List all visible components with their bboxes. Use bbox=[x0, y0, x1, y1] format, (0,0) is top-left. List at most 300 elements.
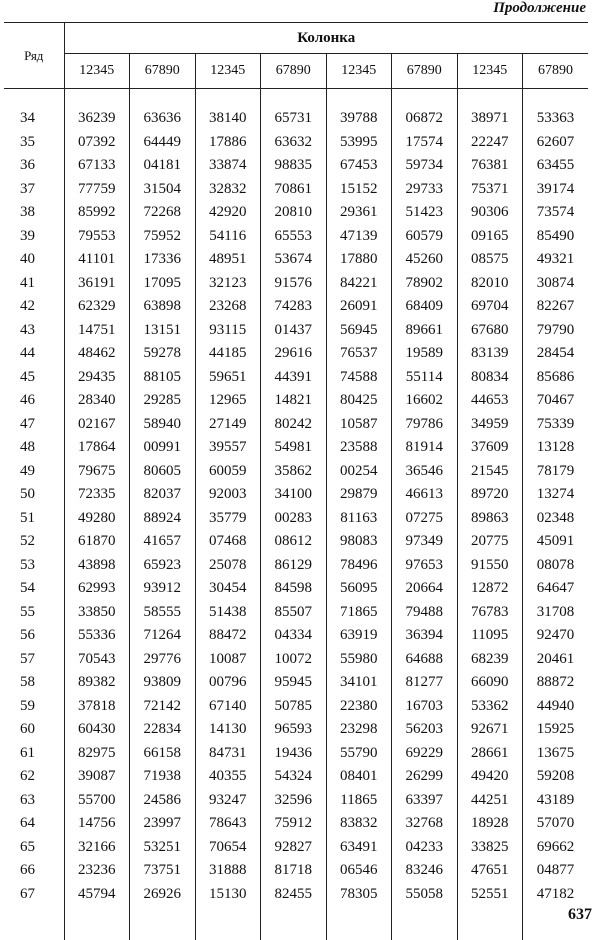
table-cell: 83832 bbox=[326, 812, 392, 836]
table-cell: 44391 bbox=[261, 366, 327, 390]
row-number: 58 bbox=[4, 671, 64, 695]
table-row bbox=[4, 178, 588, 202]
table-cell: 73751 bbox=[130, 859, 196, 883]
table-row bbox=[4, 131, 588, 155]
table-cell: 55790 bbox=[326, 742, 392, 766]
row-number: 55 bbox=[4, 601, 64, 625]
table-cell: 63455 bbox=[536, 157, 575, 174]
table-cell: 92470 bbox=[536, 627, 575, 644]
table-cell: 92671 bbox=[457, 718, 523, 742]
column-header: 12345 bbox=[326, 54, 392, 89]
table-cell: 64647 bbox=[536, 580, 575, 597]
table-cell: 69704 bbox=[457, 295, 523, 319]
column-header: 67890 bbox=[261, 54, 327, 89]
table-cell: 39788 bbox=[326, 89, 392, 131]
column-header: 67890 bbox=[392, 54, 458, 89]
table-cell: 98835 bbox=[261, 154, 327, 178]
table-cell: 20664 bbox=[392, 577, 458, 601]
table-cell: 50785 bbox=[261, 695, 327, 719]
table-cell: 93247 bbox=[195, 789, 261, 813]
table-cell: 28454 bbox=[536, 345, 575, 362]
table-cell: 17864 bbox=[64, 436, 130, 460]
table-cell: 31888 bbox=[195, 859, 261, 883]
row-number: 56 bbox=[4, 624, 64, 648]
row-number: 36 bbox=[4, 154, 64, 178]
table-cell: 62607 bbox=[536, 133, 575, 150]
table-cell: 75912 bbox=[261, 812, 327, 836]
table-cell: 17095 bbox=[130, 272, 196, 296]
table-cell: 93912 bbox=[130, 577, 196, 601]
table-cell: 26926 bbox=[130, 883, 196, 907]
table-cell: 11095 bbox=[457, 624, 523, 648]
table-cell: 48951 bbox=[195, 248, 261, 272]
table-cell: 93115 bbox=[195, 319, 261, 343]
table-cell: 31708 bbox=[536, 603, 575, 620]
table-cell: 76783 bbox=[457, 601, 523, 625]
table-row bbox=[4, 530, 588, 554]
row-number: 64 bbox=[4, 812, 64, 836]
table-row bbox=[4, 201, 588, 225]
row-number: 42 bbox=[4, 295, 64, 319]
table-cell: 72335 bbox=[64, 483, 130, 507]
table-cell: 13274 bbox=[536, 486, 575, 503]
table-cell: 65553 bbox=[261, 225, 327, 249]
table-row bbox=[4, 765, 588, 789]
table-cell: 63397 bbox=[392, 789, 458, 813]
table-row bbox=[4, 272, 588, 296]
table-row bbox=[4, 507, 588, 531]
table-cell: 84221 bbox=[326, 272, 392, 296]
table-cell: 60430 bbox=[64, 718, 130, 742]
table-cell: 51423 bbox=[392, 201, 458, 225]
row-number: 45 bbox=[4, 366, 64, 390]
table-cell: 58555 bbox=[130, 601, 196, 625]
table-cell: 80605 bbox=[130, 460, 196, 484]
table-cell: 43898 bbox=[64, 554, 130, 578]
table-cell: 47651 bbox=[457, 859, 523, 883]
table-cell: 13675 bbox=[536, 744, 575, 761]
table-cell: 79553 bbox=[64, 225, 130, 249]
table-cell: 79675 bbox=[64, 460, 130, 484]
table-cell: 79790 bbox=[536, 321, 575, 338]
table-cell: 95945 bbox=[261, 671, 327, 695]
table-cell: 58940 bbox=[130, 413, 196, 437]
table-cell: 16703 bbox=[392, 695, 458, 719]
table-cell: 89863 bbox=[457, 507, 523, 531]
table-cell: 61870 bbox=[64, 530, 130, 554]
table-cell: 30874 bbox=[536, 274, 575, 291]
table-cell: 54116 bbox=[195, 225, 261, 249]
table-cell: 34100 bbox=[261, 483, 327, 507]
table-cell: 93809 bbox=[130, 671, 196, 695]
table-row bbox=[4, 436, 588, 460]
table-cell: 39174 bbox=[536, 180, 575, 197]
row-number: 66 bbox=[4, 859, 64, 883]
table-cell: 49420 bbox=[457, 765, 523, 789]
table-cell: 49280 bbox=[64, 507, 130, 531]
table-cell: 69229 bbox=[392, 742, 458, 766]
table-cell: 24586 bbox=[130, 789, 196, 813]
table-cell: 78643 bbox=[195, 812, 261, 836]
table-cell: 18928 bbox=[457, 812, 523, 836]
table-cell: 71264 bbox=[130, 624, 196, 648]
table-cell: 68239 bbox=[457, 648, 523, 672]
table-cell: 49321 bbox=[536, 251, 575, 268]
table-cell: 70467 bbox=[536, 392, 575, 409]
table-cell: 89720 bbox=[457, 483, 523, 507]
table-cell: 92827 bbox=[261, 836, 327, 860]
table-cell: 33850 bbox=[64, 601, 130, 625]
row-number: 35 bbox=[4, 131, 64, 155]
table-cell: 07392 bbox=[64, 131, 130, 155]
row-number: 52 bbox=[4, 530, 64, 554]
table-row bbox=[4, 366, 588, 390]
table-cell: 88872 bbox=[536, 674, 575, 691]
table-cell: 80242 bbox=[261, 413, 327, 437]
row-number: 50 bbox=[4, 483, 64, 507]
table-cell: 45091 bbox=[536, 533, 575, 550]
table-cell: 08575 bbox=[457, 248, 523, 272]
table-cell: 14751 bbox=[64, 319, 130, 343]
table-cell: 35862 bbox=[261, 460, 327, 484]
table-cell: 06872 bbox=[392, 89, 458, 131]
table-cell: 34101 bbox=[326, 671, 392, 695]
table-cell: 29733 bbox=[392, 178, 458, 202]
table-cell: 19589 bbox=[392, 342, 458, 366]
table-cell: 12965 bbox=[195, 389, 261, 413]
table-row bbox=[4, 295, 588, 319]
table-row bbox=[4, 89, 588, 131]
table-cell: 25078 bbox=[195, 554, 261, 578]
table-cell: 96593 bbox=[261, 718, 327, 742]
table-row bbox=[4, 624, 588, 648]
row-number: 53 bbox=[4, 554, 64, 578]
table-cell: 39087 bbox=[64, 765, 130, 789]
table-cell: 17886 bbox=[195, 131, 261, 155]
table-cell: 85992 bbox=[64, 201, 130, 225]
table-cell: 55980 bbox=[326, 648, 392, 672]
table-cell: 28340 bbox=[64, 389, 130, 413]
table-cell: 29616 bbox=[261, 342, 327, 366]
table-cell: 15925 bbox=[536, 721, 575, 738]
row-number: 57 bbox=[4, 648, 64, 672]
table-cell: 44251 bbox=[457, 789, 523, 813]
table-cell: 08401 bbox=[326, 765, 392, 789]
table-cell: 82975 bbox=[64, 742, 130, 766]
table-cell: 53363 bbox=[536, 110, 575, 127]
table-cell: 26299 bbox=[392, 765, 458, 789]
table-cell: 22247 bbox=[457, 131, 523, 155]
table-row bbox=[4, 225, 588, 249]
table-cell: 53251 bbox=[130, 836, 196, 860]
table-cell: 52551 bbox=[457, 883, 523, 907]
row-number: 40 bbox=[4, 248, 64, 272]
table-cell: 63898 bbox=[130, 295, 196, 319]
table-cell: 14821 bbox=[261, 389, 327, 413]
column-header: 67890 bbox=[523, 54, 589, 89]
table-cell: 08078 bbox=[536, 556, 575, 573]
table-cell: 38140 bbox=[195, 89, 261, 131]
table-cell: 77759 bbox=[64, 178, 130, 202]
table-cell: 76381 bbox=[457, 154, 523, 178]
row-number: 48 bbox=[4, 436, 64, 460]
table-cell: 64449 bbox=[130, 131, 196, 155]
table-cell: 55058 bbox=[392, 883, 458, 907]
table-cell: 23588 bbox=[326, 436, 392, 460]
table-row bbox=[4, 859, 588, 883]
table-cell: 46613 bbox=[392, 483, 458, 507]
row-number: 63 bbox=[4, 789, 64, 813]
table-cell: 10587 bbox=[326, 413, 392, 437]
row-number: 49 bbox=[4, 460, 64, 484]
table-cell: 04233 bbox=[392, 836, 458, 860]
table-cell: 47182 bbox=[536, 885, 575, 902]
table-cell: 48462 bbox=[64, 342, 130, 366]
table-cell: 15130 bbox=[195, 883, 261, 907]
table-cell: 62993 bbox=[64, 577, 130, 601]
table-cell: 97349 bbox=[392, 530, 458, 554]
table-cell: 36546 bbox=[392, 460, 458, 484]
table-cell: 80425 bbox=[326, 389, 392, 413]
table-cell: 91550 bbox=[457, 554, 523, 578]
table-cell: 37818 bbox=[64, 695, 130, 719]
table-cell: 78902 bbox=[392, 272, 458, 296]
column-header: 67890 bbox=[130, 54, 196, 89]
table-cell: 33825 bbox=[457, 836, 523, 860]
table-cell: 29776 bbox=[130, 648, 196, 672]
table-cell: 51438 bbox=[195, 601, 261, 625]
table-cell: 39557 bbox=[195, 436, 261, 460]
table-cell: 36239 bbox=[64, 89, 130, 131]
table-row bbox=[4, 742, 588, 766]
table-cell: 72142 bbox=[130, 695, 196, 719]
table-cell: 74283 bbox=[261, 295, 327, 319]
table-cell: 02167 bbox=[64, 413, 130, 437]
table-cell: 82455 bbox=[261, 883, 327, 907]
table-row bbox=[4, 342, 588, 366]
column-header: 12345 bbox=[195, 54, 261, 89]
table-cell: 11865 bbox=[326, 789, 392, 813]
row-number: 60 bbox=[4, 718, 64, 742]
row-number: 34 bbox=[4, 89, 64, 131]
table-cell: 83246 bbox=[392, 859, 458, 883]
table-cell: 56945 bbox=[326, 319, 392, 343]
table-row bbox=[4, 789, 588, 813]
table-row bbox=[4, 601, 588, 625]
table-cell: 35779 bbox=[195, 507, 261, 531]
table-cell: 70654 bbox=[195, 836, 261, 860]
table-cell: 34959 bbox=[457, 413, 523, 437]
table-cell: 62329 bbox=[64, 295, 130, 319]
table-cell: 78496 bbox=[326, 554, 392, 578]
table-cell: 88472 bbox=[195, 624, 261, 648]
table-row bbox=[4, 836, 588, 860]
table-cell: 63632 bbox=[261, 131, 327, 155]
table-cell: 79488 bbox=[392, 601, 458, 625]
table-cell: 38971 bbox=[457, 89, 523, 131]
table-cell: 54324 bbox=[261, 765, 327, 789]
table-cell: 63636 bbox=[130, 89, 196, 131]
table-cell: 59278 bbox=[130, 342, 196, 366]
table-cell: 29435 bbox=[64, 366, 130, 390]
column-header: 12345 bbox=[457, 54, 523, 89]
table-cell: 72268 bbox=[130, 201, 196, 225]
table-cell: 41657 bbox=[130, 530, 196, 554]
table-cell: 17574 bbox=[392, 131, 458, 155]
table-cell: 82267 bbox=[536, 298, 575, 315]
table-cell: 04334 bbox=[261, 624, 327, 648]
table-cell: 27149 bbox=[195, 413, 261, 437]
table-row bbox=[4, 577, 588, 601]
table-cell: 74588 bbox=[326, 366, 392, 390]
table-cell: 21545 bbox=[457, 460, 523, 484]
table-cell: 32768 bbox=[392, 812, 458, 836]
table-row bbox=[4, 671, 588, 695]
table-cell: 92003 bbox=[195, 483, 261, 507]
table-row bbox=[4, 483, 588, 507]
table-cell: 70543 bbox=[64, 648, 130, 672]
table-row bbox=[4, 718, 588, 742]
table-cell: 44940 bbox=[536, 697, 575, 714]
table-cell: 31504 bbox=[130, 178, 196, 202]
table-cell: 33874 bbox=[195, 154, 261, 178]
table-row bbox=[4, 413, 588, 437]
table-cell: 20775 bbox=[457, 530, 523, 554]
table-cell: 22380 bbox=[326, 695, 392, 719]
table-cell: 12872 bbox=[457, 577, 523, 601]
table-cell: 67453 bbox=[326, 154, 392, 178]
table-cell: 82037 bbox=[130, 483, 196, 507]
table-cell: 54981 bbox=[261, 436, 327, 460]
row-number: 41 bbox=[4, 272, 64, 296]
page-number: 637 bbox=[568, 906, 592, 923]
table-cell: 83139 bbox=[457, 342, 523, 366]
row-number: 47 bbox=[4, 413, 64, 437]
table-cell: 55336 bbox=[64, 624, 130, 648]
random-numbers-table bbox=[4, 22, 588, 940]
table-row bbox=[4, 248, 588, 272]
table-cell: 32123 bbox=[195, 272, 261, 296]
table-cell: 67680 bbox=[457, 319, 523, 343]
table-row bbox=[4, 389, 588, 413]
table-cell: 53362 bbox=[457, 695, 523, 719]
table-cell: 00796 bbox=[195, 671, 261, 695]
table-cell: 85490 bbox=[536, 227, 575, 244]
table-cell: 13128 bbox=[536, 439, 575, 456]
table-row bbox=[4, 319, 588, 343]
table-cell: 80834 bbox=[457, 366, 523, 390]
table-cell: 81277 bbox=[392, 671, 458, 695]
table-cell: 30454 bbox=[195, 577, 261, 601]
table-cell: 71865 bbox=[326, 601, 392, 625]
table-cell: 85686 bbox=[536, 368, 575, 385]
table-cell: 66158 bbox=[130, 742, 196, 766]
row-number: 43 bbox=[4, 319, 64, 343]
table-row bbox=[4, 554, 588, 578]
table-cell: 13151 bbox=[130, 319, 196, 343]
table-cell: 40355 bbox=[195, 765, 261, 789]
row-number: 51 bbox=[4, 507, 64, 531]
table-cell: 79786 bbox=[392, 413, 458, 437]
table-cell: 59651 bbox=[195, 366, 261, 390]
table-cell: 67140 bbox=[195, 695, 261, 719]
table-cell: 65731 bbox=[261, 89, 327, 131]
table-cell: 04877 bbox=[536, 862, 575, 879]
table-cell: 23997 bbox=[130, 812, 196, 836]
table-cell: 81718 bbox=[261, 859, 327, 883]
table-cell: 75371 bbox=[457, 178, 523, 202]
table-cell: 36191 bbox=[64, 272, 130, 296]
table-cell: 16602 bbox=[392, 389, 458, 413]
table-cell: 71938 bbox=[130, 765, 196, 789]
table-row bbox=[4, 154, 588, 178]
row-number: 39 bbox=[4, 225, 64, 249]
table-cell: 89382 bbox=[64, 671, 130, 695]
table-cell: 06546 bbox=[326, 859, 392, 883]
table-row bbox=[4, 883, 588, 907]
table-cell: 75952 bbox=[130, 225, 196, 249]
table-cell: 01437 bbox=[261, 319, 327, 343]
table-cell: 91576 bbox=[261, 272, 327, 296]
table-cell: 00254 bbox=[326, 460, 392, 484]
table-cell: 32832 bbox=[195, 178, 261, 202]
table-cell: 02348 bbox=[536, 509, 575, 526]
table-cell: 29879 bbox=[326, 483, 392, 507]
table-row bbox=[4, 695, 588, 719]
table-cell: 89661 bbox=[392, 319, 458, 343]
table-cell: 85507 bbox=[261, 601, 327, 625]
table-cell: 23236 bbox=[64, 859, 130, 883]
table-cell: 88105 bbox=[130, 366, 196, 390]
table-cell: 84731 bbox=[195, 742, 261, 766]
table-cell: 29285 bbox=[130, 389, 196, 413]
table-cell: 42920 bbox=[195, 201, 261, 225]
row-number: 67 bbox=[4, 883, 64, 907]
table-cell: 22834 bbox=[130, 718, 196, 742]
table-cell: 14130 bbox=[195, 718, 261, 742]
table-cell: 04181 bbox=[130, 154, 196, 178]
table-cell: 44653 bbox=[457, 389, 523, 413]
table-cell: 86129 bbox=[261, 554, 327, 578]
table-cell: 45794 bbox=[64, 883, 130, 907]
table-cell: 63919 bbox=[326, 624, 392, 648]
column-group-header: Колонка bbox=[64, 23, 588, 54]
table-cell: 15152 bbox=[326, 178, 392, 202]
table-cell: 69662 bbox=[536, 838, 575, 855]
table-cell: 59208 bbox=[536, 768, 575, 785]
table-cell: 10072 bbox=[261, 648, 327, 672]
table-cell: 60579 bbox=[392, 225, 458, 249]
table-cell: 41101 bbox=[64, 248, 130, 272]
table-cell: 23268 bbox=[195, 295, 261, 319]
row-number: 44 bbox=[4, 342, 64, 366]
row-number: 37 bbox=[4, 178, 64, 202]
table-cell: 36394 bbox=[392, 624, 458, 648]
row-number: 59 bbox=[4, 695, 64, 719]
row-header: Ряд bbox=[4, 23, 64, 89]
table-cell: 00991 bbox=[130, 436, 196, 460]
table-cell: 08612 bbox=[261, 530, 327, 554]
table-cell: 81163 bbox=[326, 507, 392, 531]
table-cell: 32166 bbox=[64, 836, 130, 860]
table-cell: 14756 bbox=[64, 812, 130, 836]
table-cell: 64688 bbox=[392, 648, 458, 672]
row-number: 62 bbox=[4, 765, 64, 789]
table-cell: 70861 bbox=[261, 178, 327, 202]
table-cell: 20810 bbox=[261, 201, 327, 225]
table-cell: 47139 bbox=[326, 225, 392, 249]
row-number: 38 bbox=[4, 201, 64, 225]
